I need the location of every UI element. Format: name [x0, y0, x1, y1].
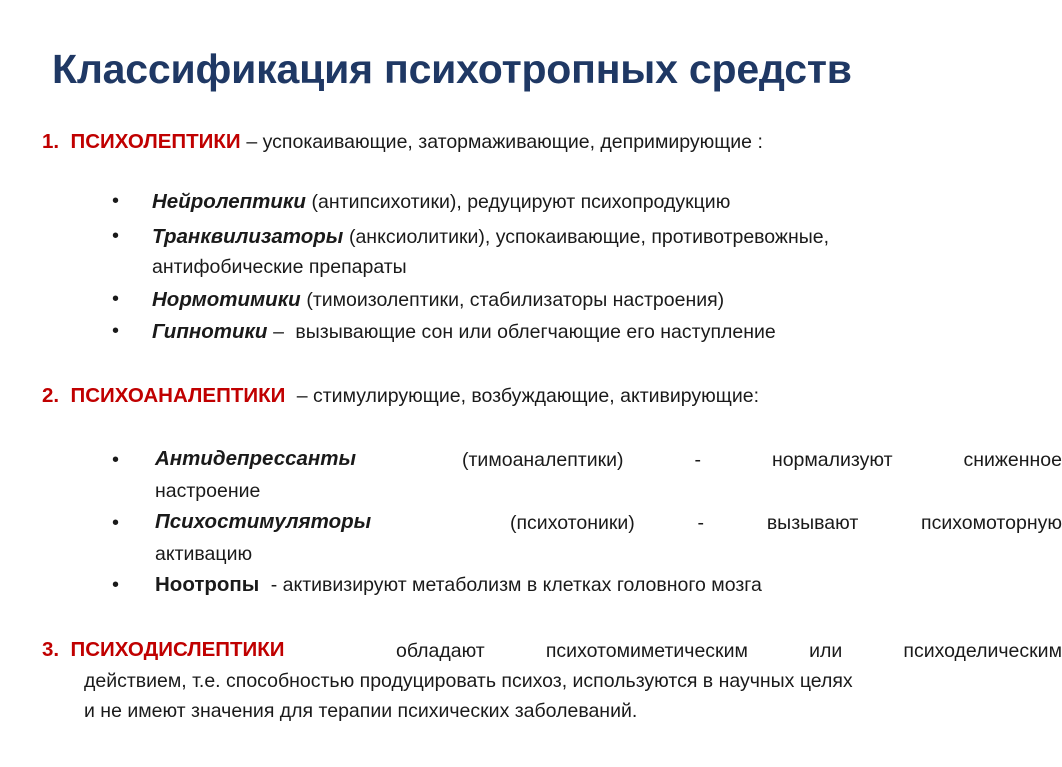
item-term: Гипнотики	[152, 320, 268, 343]
list-item	[155, 573, 762, 597]
item-text: (антипсихотики), редуцируют психопродукцию	[311, 191, 731, 213]
item-term-text: Психостимуляторы	[155, 510, 372, 533]
bullet: •	[112, 225, 120, 247]
item-text-justified	[510, 512, 1062, 535]
section-description: – стимулирующие, возбуждающие, активирующие:	[296, 385, 759, 407]
bullet: •	[112, 320, 120, 342]
section-heading: ПСИХОАНАЛЕПТИКИ	[70, 384, 286, 407]
item-word: нормализуют	[771, 449, 893, 471]
item-word: -	[697, 512, 705, 534]
section-3-header	[42, 638, 285, 662]
section-heading: ПСИХОДИСЛЕПТИКИ	[70, 638, 285, 661]
bullet: •	[112, 574, 120, 596]
item-term: Ноотропы	[155, 573, 260, 596]
bullet: •	[112, 288, 120, 310]
item-dash: –	[273, 321, 284, 343]
item-text: вызывающие сон или облегчающие его наступление	[295, 321, 776, 343]
section-number: 1.	[42, 130, 60, 153]
section-number: 2.	[42, 384, 60, 407]
item-term: Транквилизаторы	[152, 225, 344, 248]
section-word: обладают	[396, 640, 485, 662]
section-number: 3.	[42, 638, 60, 661]
page-title: Классификация психотропных средств	[52, 46, 852, 92]
section-1-header	[42, 130, 763, 154]
bullet: •	[112, 190, 120, 212]
item-continuation: антифобические препараты	[152, 256, 407, 278]
item-word: (психотоники)	[510, 512, 635, 534]
section-description: – успокаивающие, затормаживающие, депримирующие :	[246, 131, 763, 153]
item-word: сниженное	[963, 449, 1062, 471]
bullet: •	[112, 512, 120, 534]
item-term: Нормотимики	[152, 288, 301, 311]
list-item	[152, 225, 829, 249]
item-term	[155, 510, 371, 534]
section-word: психотомиметическим	[545, 640, 748, 662]
item-word: -	[694, 449, 701, 471]
item-term	[155, 447, 356, 471]
list-item	[152, 190, 730, 214]
list-item	[152, 320, 776, 344]
section-text-line: действием, т.е. способностью продуцировать психоз, используются в научных целях	[84, 670, 853, 692]
section-heading: ПСИХОЛЕПТИКИ	[70, 130, 241, 153]
bullet: •	[112, 449, 120, 471]
item-term: Нейролептики	[152, 190, 306, 213]
item-text-justified	[462, 449, 1062, 472]
item-text: (анксиолитики), успокаивающие, противотревожные,	[348, 226, 830, 248]
section-word: психоделическим	[903, 640, 1062, 662]
item-word: вызывают	[766, 512, 859, 534]
item-word: психомоторную	[921, 512, 1062, 534]
section-text-line: и не имеют значения для терапии психических заболеваний.	[84, 700, 638, 722]
section-2-header	[42, 384, 759, 408]
item-text: - активизируют метаболизм в клетках головного мозга	[270, 574, 762, 596]
item-continuation: настроение	[155, 480, 261, 502]
item-continuation: активацию	[155, 543, 253, 565]
section-word: или	[809, 640, 843, 662]
item-text: (тимоизолептики, стабилизаторы настроения)	[306, 289, 725, 311]
item-word: (тимоаналептики)	[462, 449, 624, 471]
list-item	[152, 288, 724, 312]
section-text-justified	[396, 640, 1062, 663]
item-term-text: Антидепрессанты	[155, 447, 357, 470]
